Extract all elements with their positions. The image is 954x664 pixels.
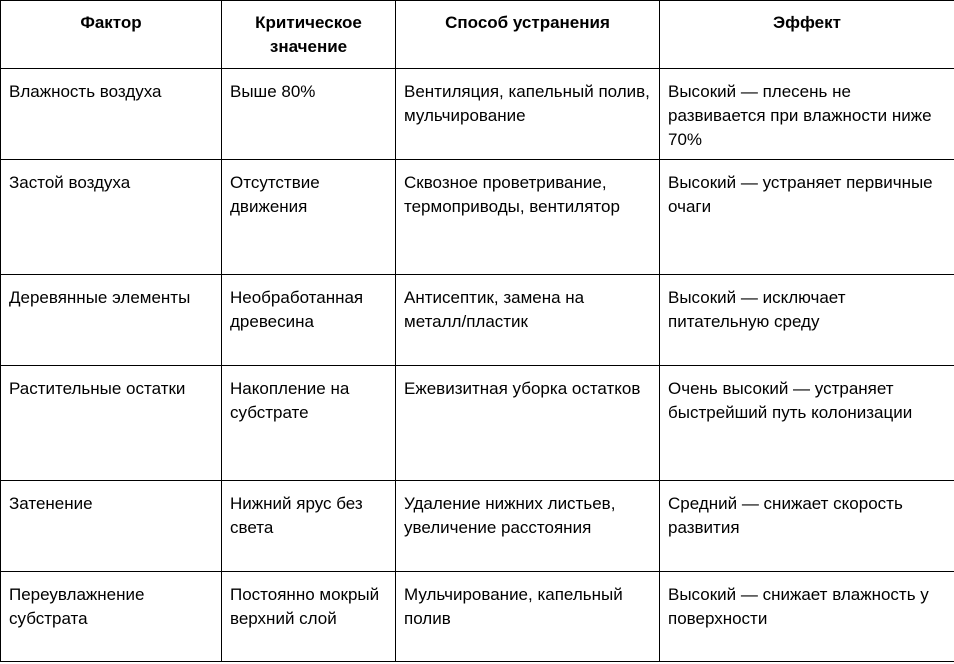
cell-factor: Растительные остатки <box>1 366 222 481</box>
table-row <box>1 481 954 572</box>
cell-critical-value: Отсутствие движения <box>222 160 396 275</box>
cell-method: Вентиляция, капельный полив, мульчирование <box>396 69 660 160</box>
cell-critical-value: Постоянно мокрый верхний слой <box>222 572 396 662</box>
cell-factor: Застой воздуха <box>1 160 222 275</box>
cell-factor: Деревянные элементы <box>1 275 222 366</box>
cell-effect: Очень высокий — устраняет быстрейший путь колонизации <box>660 366 954 481</box>
table-row <box>1 275 954 366</box>
cell-effect: Высокий — исключает питательную среду <box>660 275 954 366</box>
cell-effect: Средний — снижает скорость развития <box>660 481 954 572</box>
cell-method: Антисептик, замена на металл/пластик <box>396 275 660 366</box>
header-method: Способ устранения <box>396 1 660 69</box>
cell-method: Сквозное проветривание, термоприводы, вентилятор <box>396 160 660 275</box>
cell-critical-value: Необработанная древесина <box>222 275 396 366</box>
cell-effect: Высокий — устраняет первичные очаги <box>660 160 954 275</box>
cell-factor: Влажность воздуха <box>1 69 222 160</box>
cell-effect: Высокий — снижает влажность у поверхности <box>660 572 954 662</box>
table-row <box>1 366 954 481</box>
cell-factor: Затенение <box>1 481 222 572</box>
header-critical-value: Критическое значение <box>222 1 396 69</box>
table-row <box>1 69 954 160</box>
header-effect: Эффект <box>660 1 954 69</box>
cell-method: Мульчирование, капельный полив <box>396 572 660 662</box>
header-factor: Фактор <box>1 1 222 69</box>
cell-factor: Переувлажнение субстрата <box>1 572 222 662</box>
cell-method: Удаление нижних листьев, увеличение расстояния <box>396 481 660 572</box>
table-row <box>1 160 954 275</box>
table-header-row <box>1 1 954 69</box>
table-row <box>1 572 954 662</box>
cell-critical-value: Выше 80% <box>222 69 396 160</box>
cell-critical-value: Накопление на субстрате <box>222 366 396 481</box>
cell-critical-value: Нижний ярус без света <box>222 481 396 572</box>
cell-effect: Высокий — плесень не развивается при влажности ниже 70% <box>660 69 954 160</box>
cell-method: Ежевизитная уборка остатков <box>396 366 660 481</box>
